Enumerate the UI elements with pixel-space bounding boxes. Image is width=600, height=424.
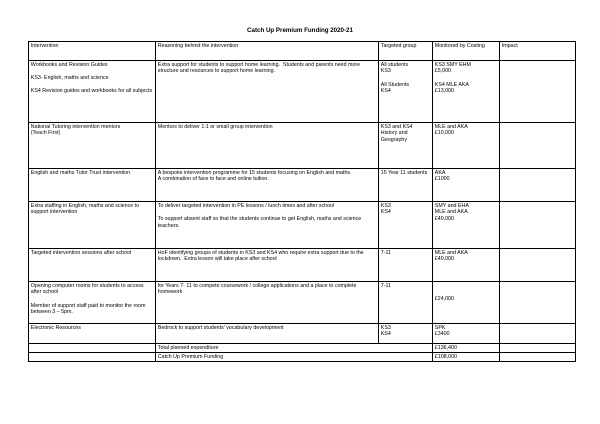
targeted-cell — [379, 202, 433, 249]
monitored-text: SPK — [434, 324, 446, 331]
targeted-cell — [379, 61, 433, 123]
total-planned-value: £136,400 — [433, 344, 500, 353]
reasoning-text: Bedrock to support students' vocabulary development — [157, 324, 284, 331]
intervention-text: National Tutoring intervention mentors — [30, 123, 121, 130]
intervention-cell — [29, 202, 156, 249]
blank-line — [158, 209, 376, 216]
intervention-text: Electronic Resources — [30, 324, 81, 331]
total-planned-label: Total planned expenditure — [156, 344, 433, 353]
monitored-text: £40,000 — [434, 215, 454, 222]
intervention-text: Targeted intervention sessions after school — [30, 249, 132, 256]
targeted-cell — [379, 249, 433, 282]
reasoning-cell — [156, 61, 379, 123]
monitored-cell — [433, 324, 500, 344]
targeted-text: All students — [380, 61, 409, 68]
reasoning-text: HoF identifying groups of students in KS3 and KS4 who require extra support due to the lockdown. Extra lesson will take place after school — [157, 249, 366, 263]
reasoning-text: for Years 7- 11 to compete coursework / college applications and a place to complete homework — [157, 282, 358, 296]
reasoning-text: To support absent staff so that the students continue to get English, maths and science teachers. — [157, 215, 363, 229]
monitored-cell — [433, 123, 500, 169]
blank-line — [31, 68, 153, 75]
header-reasoning: Reasoning behind the intervention — [156, 42, 379, 61]
targeted-cell — [379, 169, 433, 202]
intervention-cell — [29, 324, 156, 344]
targeted-text: 15 Year 11 students — [380, 169, 428, 176]
totals-impact-cell — [500, 353, 576, 362]
intervention-text: (Teach First) — [30, 130, 61, 137]
monitored-text: MLE and AKA — [434, 123, 468, 130]
intervention-text: KS3- English, maths and science — [30, 74, 109, 81]
targeted-text: 7-11 — [380, 282, 392, 289]
intervention-text: Member of support staff paid to monitor the room between 3 – 5pm. — [30, 302, 148, 316]
table-row — [29, 249, 576, 282]
table-row — [29, 202, 576, 249]
targeted-text: KS3 — [380, 68, 391, 75]
intervention-cell — [29, 123, 156, 169]
reasoning-cell — [156, 202, 379, 249]
targeted-text: KS4 — [380, 88, 391, 95]
table-row — [29, 169, 576, 202]
impact-cell — [500, 324, 576, 344]
header-intervention: Intervention — [29, 42, 156, 61]
targeted-text: KS4 — [380, 209, 391, 216]
impact-cell — [500, 282, 576, 324]
table-row — [29, 282, 576, 324]
intervention-text: Workbooks and Revision Guides — [30, 61, 108, 68]
targeted-cell — [379, 123, 433, 169]
monitored-text: MLE and AKA — [434, 209, 468, 216]
monitored-cell — [433, 202, 500, 249]
impact-cell — [500, 202, 576, 249]
intervention-text: KS4 Revision guides and workbooks for all subjects — [30, 88, 153, 95]
header-impact: Impact — [500, 42, 576, 61]
catch-up-funding-label: Catch Up Premium Funding — [156, 353, 433, 362]
monitored-text: £1000 — [434, 176, 450, 183]
monitored-text: £5,000 — [434, 68, 451, 75]
targeted-text: 7-11 — [380, 249, 392, 256]
targeted-text: KS4 — [380, 331, 391, 338]
monitored-text: AKA — [434, 169, 446, 176]
monitored-text: SMY and EHA — [434, 202, 469, 209]
totals-empty-cell — [29, 353, 156, 362]
reasoning-text: Mentors to deliver 1:1 or small group intervention — [157, 123, 273, 130]
targeted-cell — [379, 324, 433, 344]
intervention-text: English and maths Tutor Trust intervention — [30, 169, 131, 176]
reasoning-cell — [156, 249, 379, 282]
reasoning-cell — [156, 169, 379, 202]
intervention-cell — [29, 282, 156, 324]
intervention-cell — [29, 169, 156, 202]
document-title: Catch Up Premium Funding 2020-21 — [247, 27, 353, 34]
catch-up-funding-value: £108,000 — [433, 353, 500, 362]
reasoning-text: Extra support for students to support home learning. Students and parents need more structure and resources to support home learning. — [157, 61, 362, 75]
blank-line — [31, 296, 153, 303]
table-row — [29, 61, 576, 123]
totals-impact-cell — [500, 344, 576, 353]
targeted-text: KS3 and KS4 History and Geography — [380, 123, 415, 143]
blank-line — [435, 75, 497, 82]
targeted-cell — [379, 282, 433, 324]
intervention-cell — [29, 249, 156, 282]
totals-body — [29, 344, 576, 362]
reasoning-text: A bespoke intervention programme for 15 students focusing on English and maths. — [157, 169, 352, 176]
monitored-text: £3400 — [434, 331, 450, 338]
totals-row-planned — [29, 344, 576, 353]
intervention-text: Extra staffing in English, maths and science to support intervention — [30, 202, 141, 216]
monitored-text: KS3 SMY EHM — [434, 61, 471, 68]
reasoning-text: A combination of face to face and online tuition. — [157, 176, 269, 183]
totals-empty-cell — [29, 344, 156, 353]
monitored-text: £40,000 — [434, 256, 454, 263]
funding-table — [28, 41, 576, 362]
targeted-text: KS3 — [380, 202, 391, 209]
monitored-text: KS4 MLE AKA — [434, 81, 469, 88]
reasoning-cell — [156, 123, 379, 169]
reasoning-cell — [156, 324, 379, 344]
header-monitored-costing: Monitored by Costing — [433, 42, 500, 61]
impact-cell — [500, 169, 576, 202]
header-targeted-group: Targeted group — [379, 42, 433, 61]
blank-line — [435, 283, 497, 290]
targeted-text: KS3 — [380, 324, 391, 331]
intervention-text: Opening computer rooms for students to access after school — [30, 282, 146, 296]
monitored-text: £24,000 — [434, 295, 454, 302]
monitored-text: £10,000 — [434, 130, 454, 137]
table-row — [29, 324, 576, 344]
table-body — [29, 61, 576, 344]
totals-row-funding — [29, 353, 576, 362]
monitored-text: £13,000 — [434, 88, 454, 95]
impact-cell — [500, 61, 576, 123]
impact-cell — [500, 249, 576, 282]
table-header-row — [29, 42, 576, 61]
table-row — [29, 123, 576, 169]
monitored-cell — [433, 61, 500, 123]
blank-line — [31, 82, 153, 89]
reasoning-text: To deliver targeted intervention in PE lessons / lunch times and after school — [157, 202, 335, 209]
intervention-cell — [29, 61, 156, 123]
blank-line — [435, 289, 497, 296]
monitored-cell — [433, 169, 500, 202]
impact-cell — [500, 123, 576, 169]
monitored-cell — [433, 282, 500, 324]
targeted-text: All Students — [380, 81, 410, 88]
monitored-text: MLE and AKA — [434, 249, 468, 256]
monitored-cell — [433, 249, 500, 282]
reasoning-cell — [156, 282, 379, 324]
blank-line — [381, 75, 430, 82]
